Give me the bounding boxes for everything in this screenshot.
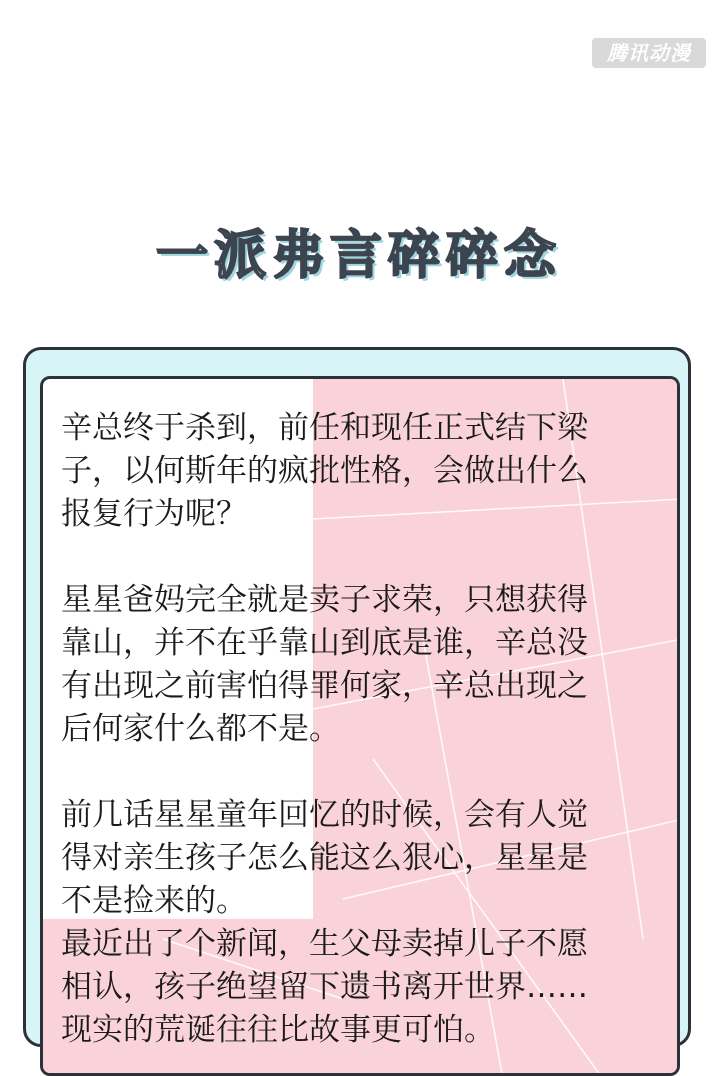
watermark-logo: 腾讯动漫 bbox=[592, 38, 706, 68]
page-title: 一派弗言碎碎念 bbox=[155, 226, 562, 286]
paragraph-3-line-3: 不是捡来的。 bbox=[61, 883, 247, 919]
paragraph-3-line-4: 最近出了个新闻，生父母卖掉儿子不愿 bbox=[61, 926, 588, 962]
paragraph-3-line-6: 现实的荒诞往往比故事更可怕。 bbox=[61, 1012, 495, 1048]
paragraph-3-line-5: 相认，孩子绝望留下遗书离开世界…… bbox=[61, 969, 588, 1005]
paragraph-3-line-2: 得对亲生孩子怎么能这么狠心，星星是 bbox=[61, 840, 588, 876]
paragraph-1-line-1: 辛总终于杀到，前任和现任正式结下梁 bbox=[61, 410, 588, 446]
paragraph-2-line-3: 有出现之前害怕得罪何家，辛总出现之 bbox=[61, 668, 588, 704]
paragraph-1-line-2: 子，以何斯年的疯批性格，会做出什么 bbox=[61, 453, 588, 489]
paragraph-2-line-1: 星星爸妈完全就是卖子求荣，只想获得 bbox=[61, 582, 588, 618]
commentary-text bbox=[61, 407, 665, 1052]
text-panel bbox=[40, 376, 680, 1076]
paragraph-1-line-3: 报复行为呢？ bbox=[61, 496, 247, 532]
paragraph-2-line-4: 后何家什么都不是。 bbox=[61, 711, 340, 747]
paragraph-2-line-2: 靠山，并不在乎靠山到底是谁，辛总没 bbox=[61, 625, 588, 661]
paragraph-3-line-1: 前几话星星童年回忆的时候，会有人觉 bbox=[61, 797, 588, 833]
